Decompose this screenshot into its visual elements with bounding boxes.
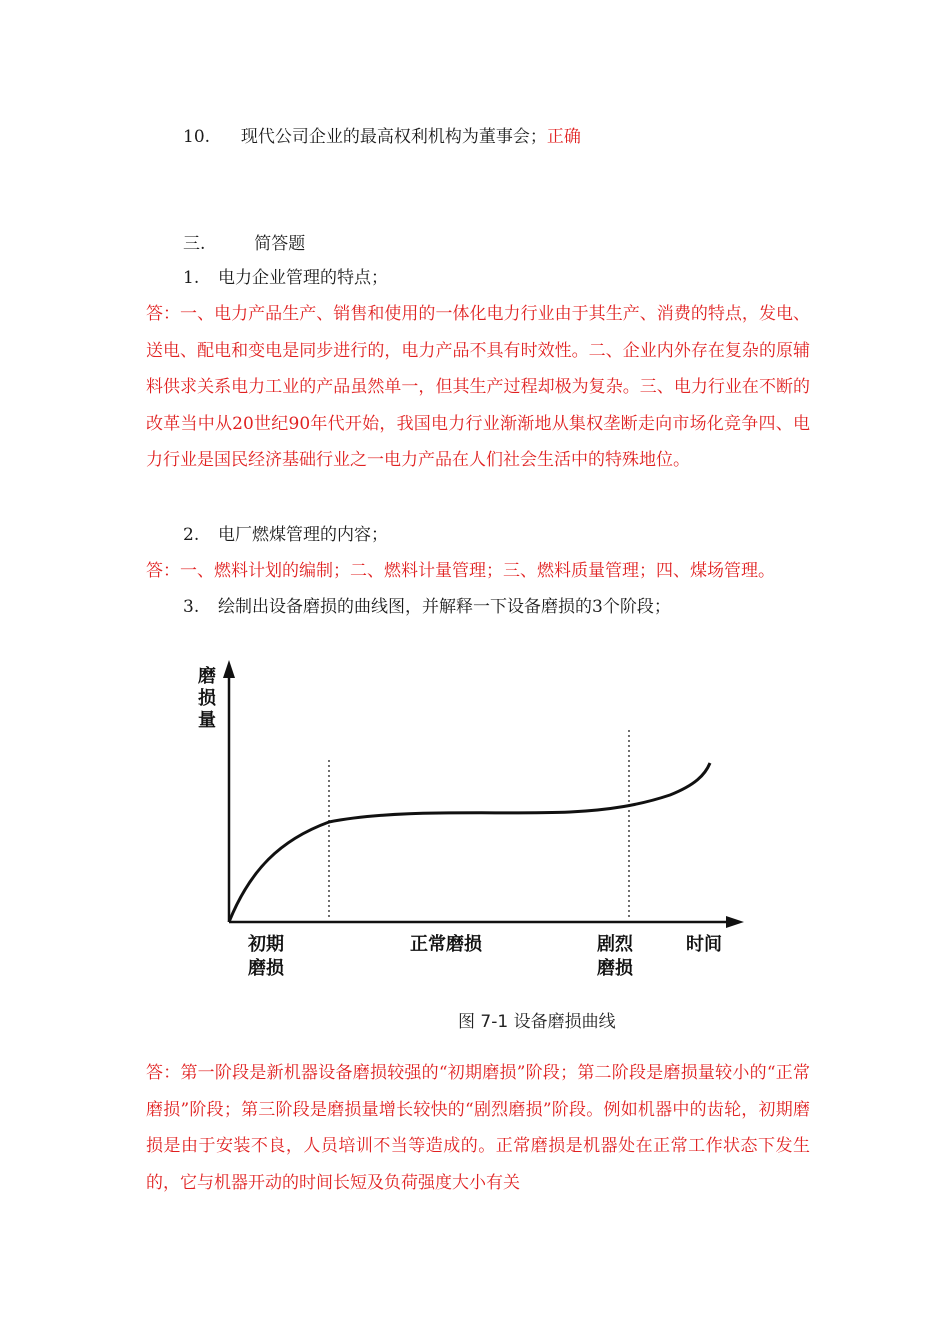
figure-caption: 图 7-1 设备磨损曲线 [458, 1012, 616, 1032]
question-2-text: 电厂燃煤管理的内容； [218, 525, 389, 545]
stage-initial-line1: 初期 [248, 934, 284, 955]
wear-curve [229, 763, 710, 922]
question-3-number: 3. [183, 597, 200, 617]
y-axis-label-char-1: 磨 [198, 666, 216, 687]
answer-3: 答：第一阶段是新机器设备磨损较强的“初期磨损”阶段；第二阶段是磨损量较小的“正常磨损”阶段；第三阶段是磨损量增长较快的“剧烈磨损”阶段。例如机器中的齿轮，初期磨损是由于安装不良，人员培训不当等造成的。正常磨损是机器处在正常工作状态下发生的，它与机器开动的时间长短及负荷强度大小有关 [146, 1063, 810, 1193]
section-title: 简答题 [254, 234, 306, 254]
question-10-answer: 正确 [546, 127, 581, 147]
x-axis-label: 时间 [686, 934, 722, 955]
y-axis-label-char-3: 量 [198, 710, 216, 731]
wear-curve-svg [170, 650, 770, 1050]
stage-severe-line1: 剧烈 [597, 934, 633, 955]
question-10-number: 10. [183, 127, 211, 147]
question-2 [183, 524, 388, 546]
question-1-number: 1. [183, 268, 200, 288]
y-axis-arrow [223, 660, 235, 678]
x-axis-arrow [726, 916, 744, 928]
question-10-text: 现代公司企业的最高权利机构为董事会； [240, 127, 547, 147]
section-heading [183, 233, 305, 255]
answer-2: 答：一、燃料计划的编制；二、燃料计量管理；三、燃料质量管理；四、煤场管理。 [146, 561, 775, 581]
question-1 [183, 267, 388, 289]
question-10 [183, 126, 581, 148]
question-2-number: 2. [183, 525, 200, 545]
y-axis-label-char-2: 损 [198, 688, 216, 709]
question-3-text: 绘制出设备磨损的曲线图，并解释一下设备磨损的3个阶段； [218, 597, 671, 617]
stage-initial-line2: 磨损 [248, 958, 284, 979]
question-1-text: 电力企业管理的特点； [218, 268, 389, 288]
answer-1: 答：一、电力产品生产、销售和使用的一体化电力行业由于其生产、消费的特点，发电、送电、配电和变电是同步进行的，电力产品不具有时效性。二、企业内外存在复杂的原辅料供求关系电力工业的产品虽然单一，但其生产过程却极为复杂。三、电力行业在不断的改革当中从20世纪90年代开始，我国电力行业渐渐地从集权垄断走向市场化竞争四、电力行业是国民经济基础行业之一电力产品在人们社会生活中的特殊地位。 [146, 304, 810, 471]
stage-normal-label: 正常磨损 [410, 934, 482, 955]
stage-severe-line2: 磨损 [597, 958, 633, 979]
section-number: 三. [183, 234, 206, 254]
wear-curve-figure [170, 650, 770, 1050]
question-3 [183, 596, 671, 618]
